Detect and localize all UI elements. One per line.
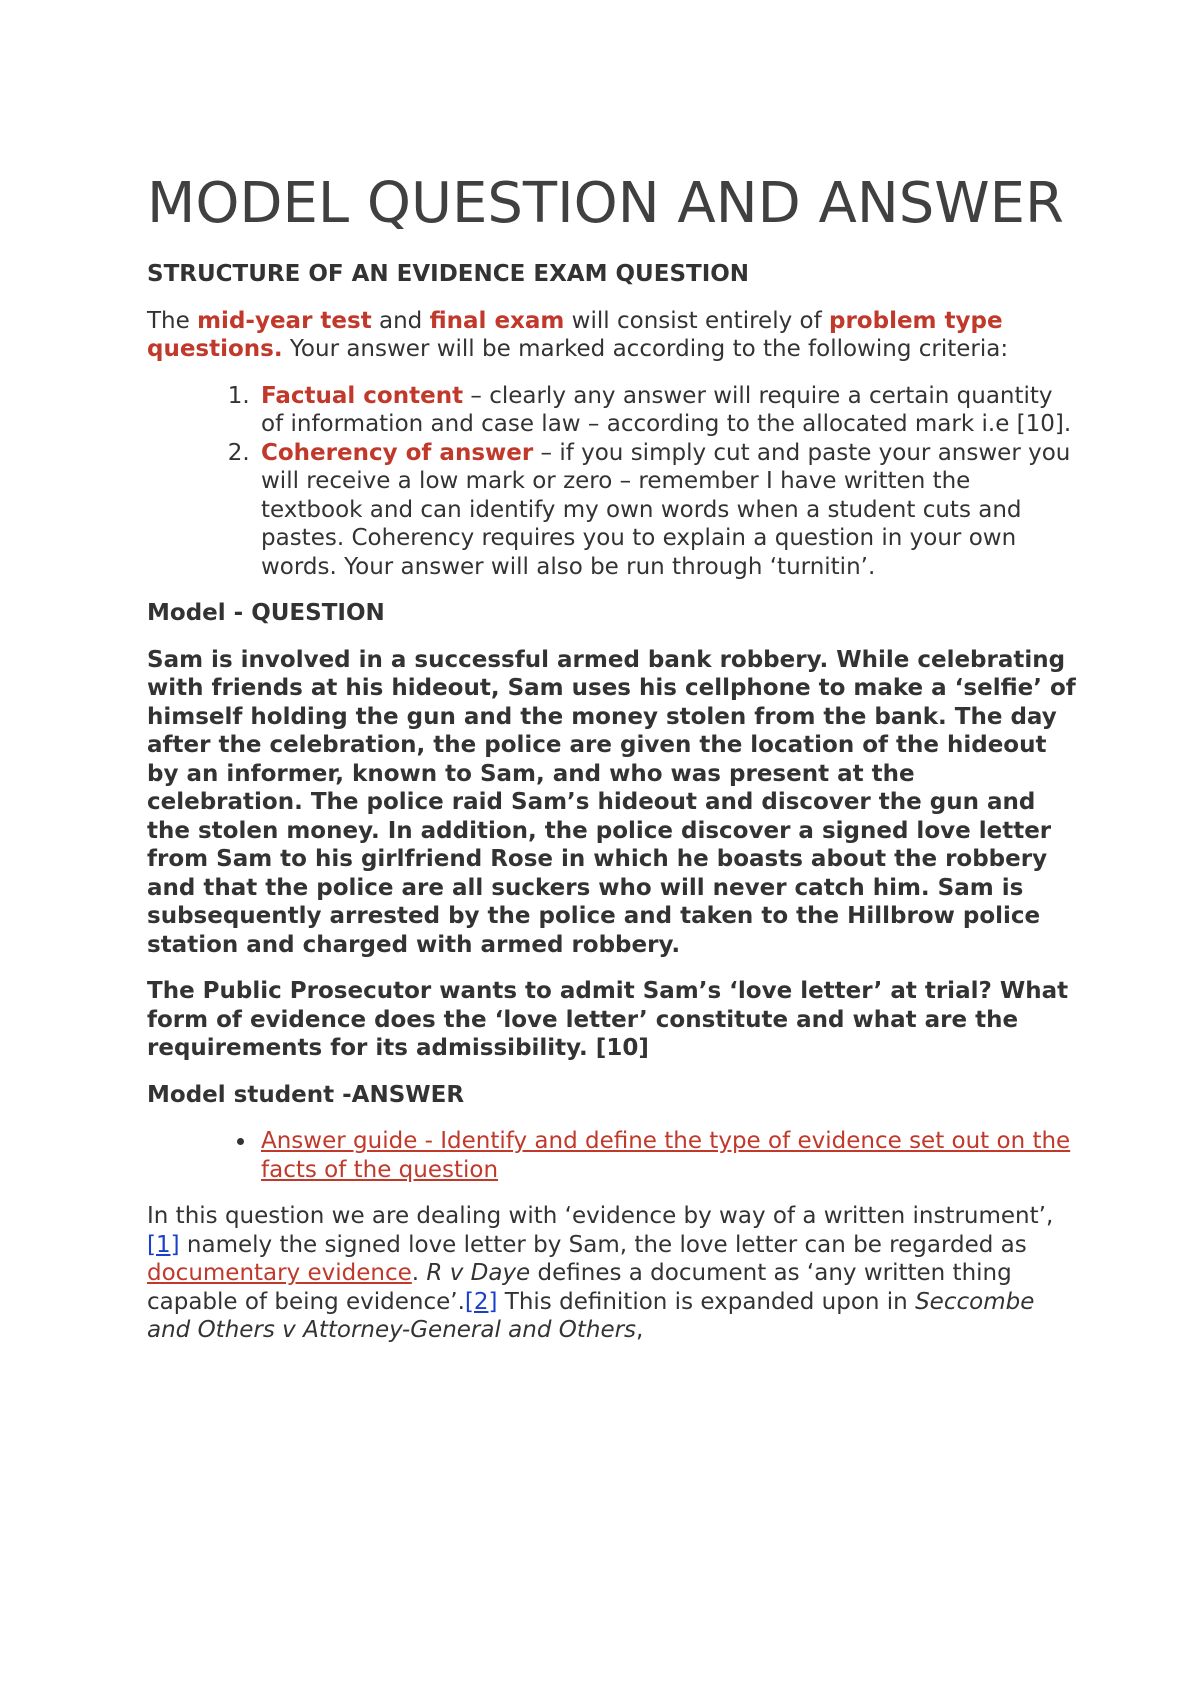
answer-text-3: . [411, 1260, 427, 1286]
problem-type-label: problem type questions. [147, 307, 1003, 362]
answer-guide-item [257, 1127, 1077, 1184]
answer-guide-link[interactable]: Answer guide - Identify and define the type of evidence set out on the facts of the question [261, 1128, 1071, 1183]
answer-heading: Model student -ANSWER [147, 1081, 465, 1108]
intro-text-2: and [371, 307, 430, 334]
question-heading: Model - QUESTION [147, 600, 385, 626]
answer-text-2: namely the signed love letter by Sam, the love letter can be regarded as [179, 1231, 1027, 1258]
mid-year-test-label: mid-year test [197, 307, 372, 334]
criteria-item [257, 439, 1077, 582]
criteria-label: Coherency of answer [261, 439, 534, 466]
answer-paragraph [147, 1202, 1077, 1345]
answer-text-6: , [636, 1317, 644, 1343]
criteria-text: – clearly any answer will require a certain quantity of information and case law – according to the allocated mark i.e [10]. [261, 382, 1072, 437]
criteria-item [257, 382, 1077, 439]
documentary-evidence-link[interactable]: documentary evidence [147, 1260, 412, 1286]
answer-guide-list [147, 1127, 1077, 1184]
document-page [147, 168, 1077, 1363]
structure-heading: STRUCTURE OF AN EVIDENCE EXAM QUESTION [147, 261, 750, 287]
page-title: MODEL QUESTION AND ANSWER [147, 171, 1064, 236]
question-ask: The Public Prosecutor wants to admit Sam’s ‘love letter’ at trial? What form of evidence does the ‘love letter’ constitute and what are the requirements for its admissibility. [10] [147, 978, 1069, 1061]
answer-text-4: defines a document as ‘any written thing capable of being evidence’. [147, 1260, 1012, 1315]
criteria-list [147, 382, 1077, 582]
answer-text-1: In this question we are dealing with ‘evidence by way of a written instrument’, [147, 1203, 1054, 1229]
intro-paragraph [147, 307, 1077, 364]
final-exam-label: final exam [429, 307, 565, 334]
question-facts: Sam is involved in a successful armed bank robbery. While celebrating with friends at his hideout, Sam uses his cellphone to make a ‘selfie’ of himself holding the gun and the money stolen from the bank. The day after the celebration, the police are given the location of the hideout by an informer, known to Sam, and who was present at the celebration. The police raid Sam’s hideout and discover the gun and the stolen money. In addition, the police discover a signed love letter from Sam to his girlfriend Rose in which he boasts about the robbery and that the police are all suckers who will never catch him. Sam is subsequently arrested by the police and taken to the Hillbrow police station and charged with armed robbery. [147, 646, 1076, 958]
intro-text-1: The [147, 307, 198, 334]
case-name-daye: R v Daye [426, 1260, 531, 1286]
footnote-ref-1[interactable]: [1] [147, 1231, 180, 1258]
criteria-label: Factual content [261, 382, 464, 409]
case-name-seccombe: Seccombe and Others v Attorney-General and Others [147, 1288, 1035, 1343]
footnote-ref-2[interactable]: [2] [464, 1288, 498, 1315]
intro-text-4: Your answer will be marked according to the following criteria: [282, 336, 1009, 362]
answer-text-5: This definition is expanded upon in [497, 1288, 916, 1315]
intro-text-3: will consist entirely of [564, 307, 829, 334]
criteria-text: – if you simply cut and paste your answer you will receive a low mark or zero – remember I have written the textbook and can identify my own words when a student cuts and pastes. Coherency requires you to explain a question in your own words. Your answer will also be run through ‘turnitin’. [261, 439, 1071, 580]
